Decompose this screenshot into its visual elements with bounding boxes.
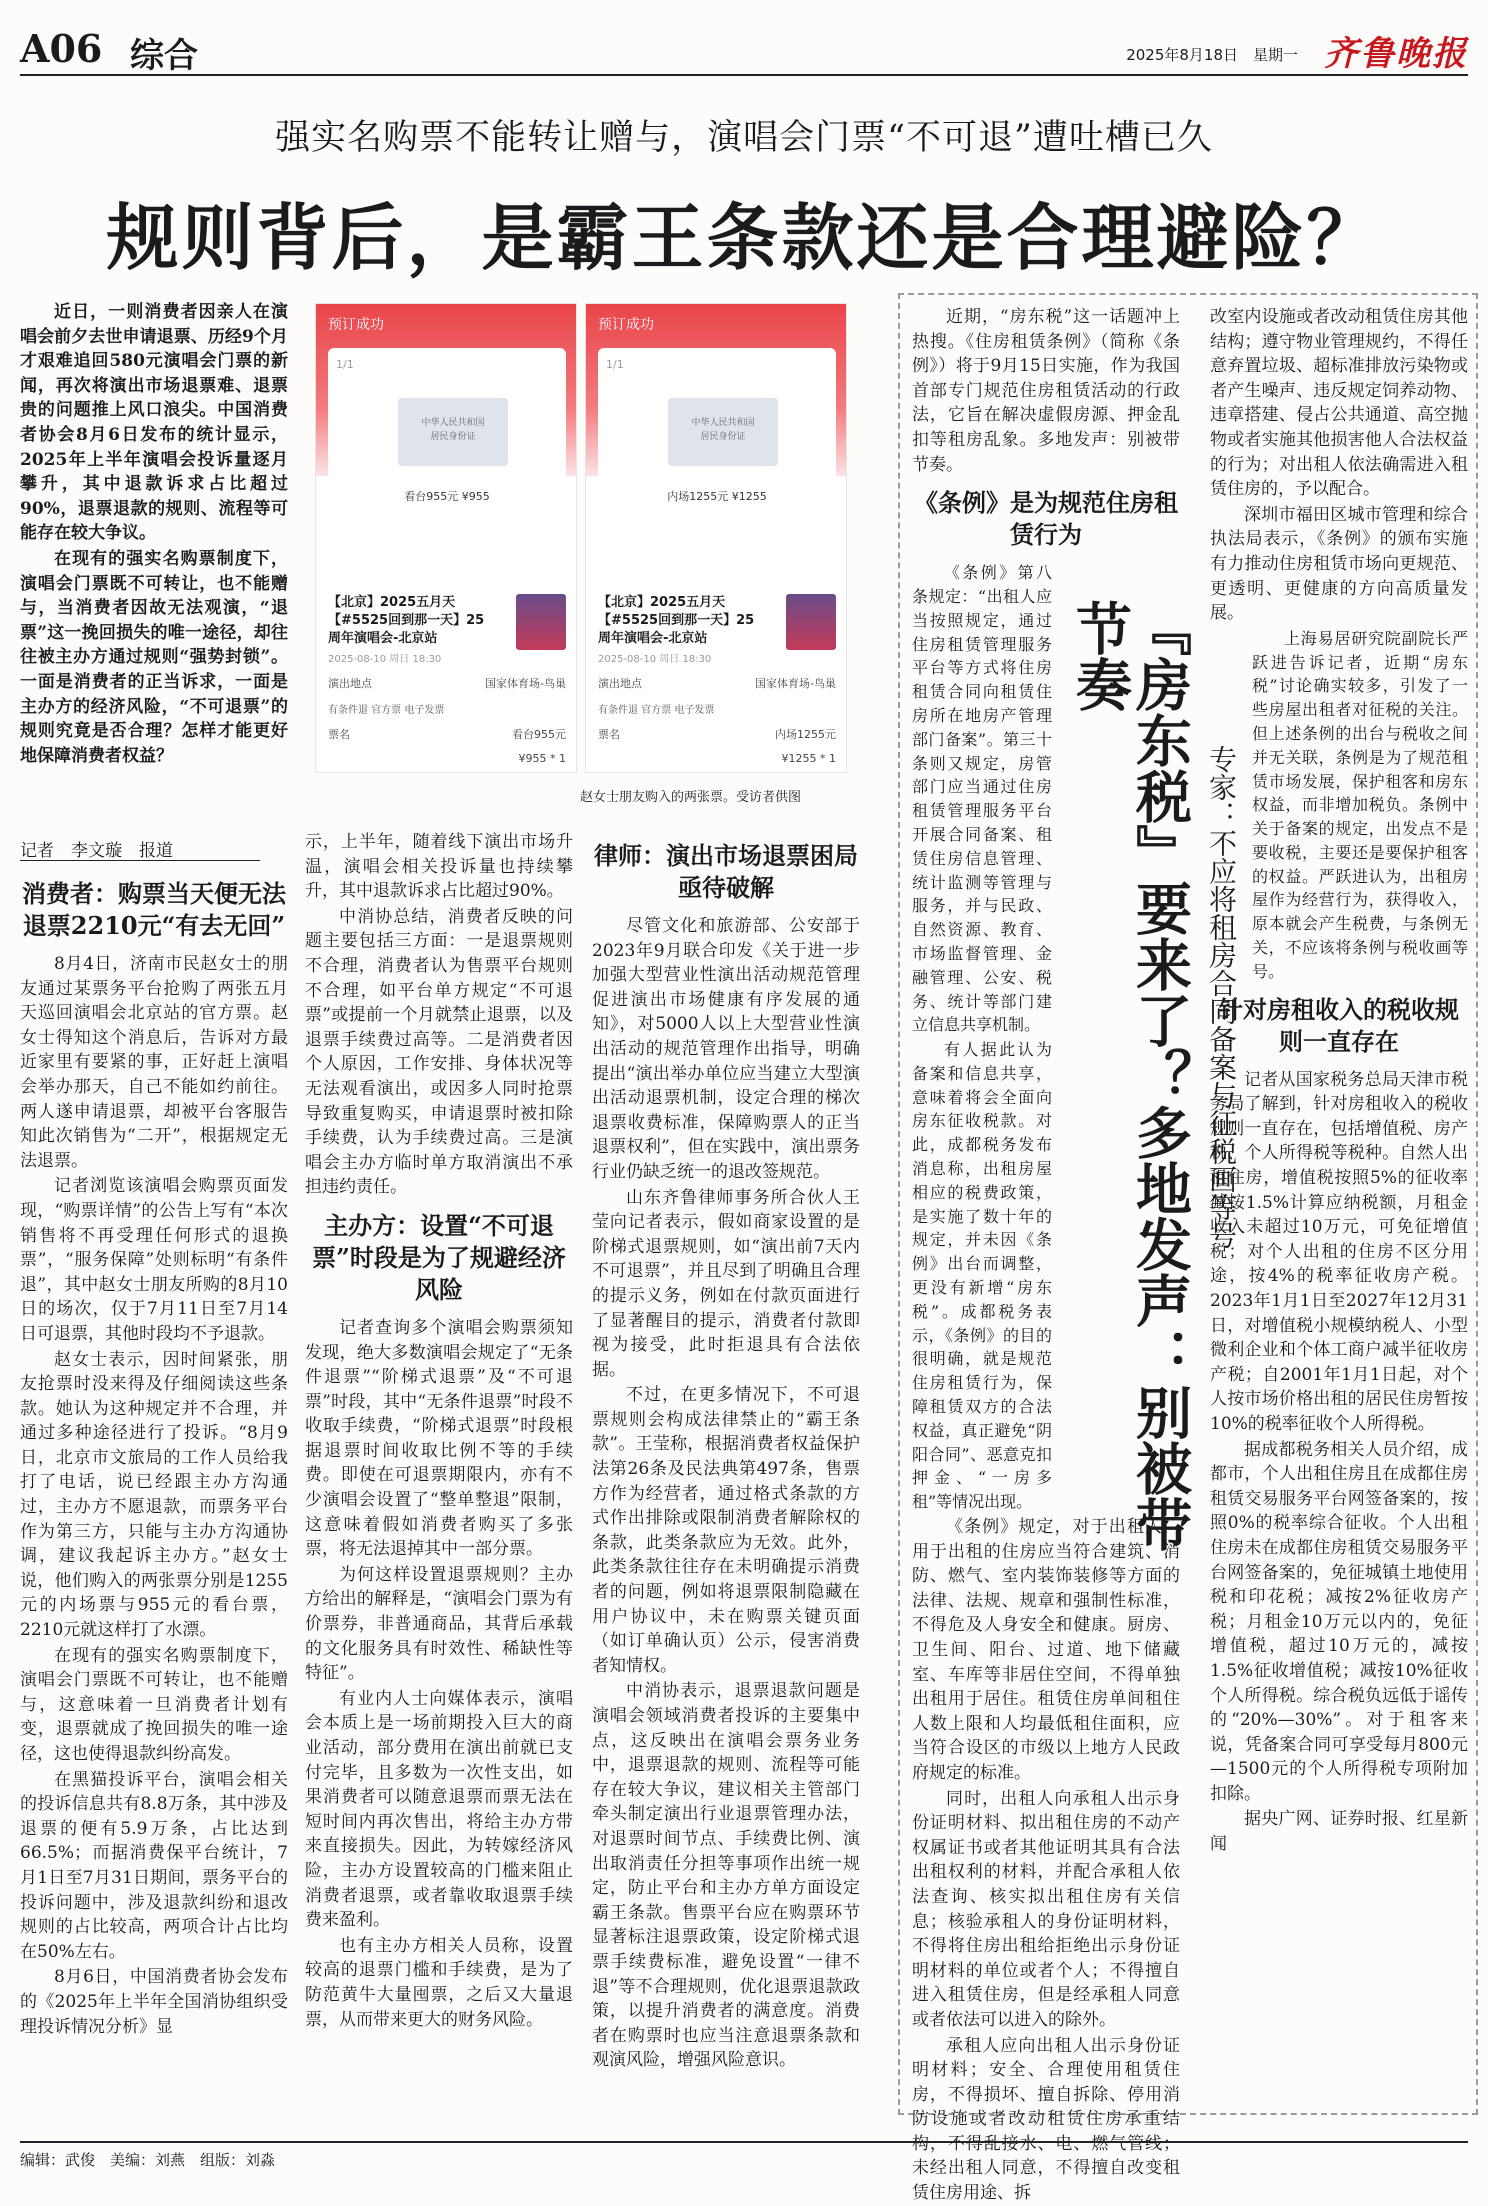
page-footer-credits: 编辑：武俊 美编：刘燕 组版：刘淼 [20, 2141, 1468, 2170]
source-note: 据央广网、证券时报、红星新闻 [1210, 1809, 1468, 1855]
venue: 国家体育场-鸟巢 [485, 677, 566, 690]
order-status: 预订成功 [328, 317, 384, 333]
id-line1: 中华人民共和国 [691, 418, 755, 428]
seat: 内场1255元 [775, 728, 836, 741]
byline-divider [20, 860, 260, 861]
lead-paragraph: 在现有的强实名购票制度下，演唱会门票既不可转让，也不能赠与，当消费者因故无法观演，“退票”这一挽回损失的唯一途径，却往往被主办方通过规则“强势封锁”。一面是消费者的正当诉求，一面是主办方的经济风险，“不可退票”的规则究竟是否合理？怎样才能更好地保障消费者权益？ [20, 548, 288, 766]
id-card-image [398, 398, 508, 466]
venue-label: 演出地点 [328, 677, 372, 690]
issue-date: 2025年8月18日 [1126, 46, 1238, 64]
paragraph: 记者从国家税务总局天津市税务局了解到，针对房租收入的税收规则一直存在，包括增值税、房产税、个人所得税等税种。自然人出租住房，增值税按照5%的征收率减按1.5%计算应纳税额，月租金收入未超过10万元，可免征增值税；对个人出租的住房不区分用途，按4%的税率征收房产税。2023年1月1日至2027年12月31日，对增值税小规模纳税人、小型微利企业和个体工商户减半征收房产税；自2001年1月1日起，对个人按市场价格出租的居民住房暂按10%的税率征收个人所得税。 [1210, 1069, 1468, 1434]
ticket-card [598, 348, 836, 513]
indented-block [1252, 627, 1468, 984]
paragraph: 据成都税务相关人员介绍，成都市，个人出租住房且在成都住房租赁交易服务平台网签备案的，按照0%的税率综合征收。个人出租住房未在成都住房租赁交易服务平台网签备案的，免征城镇土地使用税和印花税；减按2%征收房产税；月租金10万元以内的，免征增值税，超过10万元的，减按1.5%征收增值税；减按10%征收个人所得税。综合税负远低于谣传的“20%—30%”。对于租客来说，凭备案合同可享受每月800元—1500元的个人所得税专项附加扣除。 [1210, 1439, 1468, 1804]
article-subtitle: 强实名购票不能转让赠与，演唱会门票“不可退”遭吐槽已久 [275, 118, 1213, 158]
paragraph: 记者查询多个演唱会购票须知发现，绝大多数演唱会规定了“无条件退票”“阶梯式退票”及“不可退票”时段，其中“无条件退票”时段不收取手续费，“阶梯式退票”时段根据退票时间收取比例不等的手续费。即使在可退票期限内，亦有不少演唱会设置了“整单整退”限制，这意味着假如消费者购买了多张票，将无法退掉其中一部分票。 [305, 1317, 573, 1560]
event-time: 2025-08-10 周日 18:30 [598, 654, 712, 665]
venue-label: 演出地点 [598, 677, 642, 690]
event-time: 2025-08-10 周日 18:30 [328, 654, 442, 665]
paragraph: 为何这样设置退票规则？主办方给出的解释是，“演唱会门票为有价票券，非普通商品，其背后承载的文化服务具有时效性、稀缺性等特征”。 [305, 1564, 573, 1684]
event-title: 【北京】2025五月天【#5525回到那一天】25周年演唱会-北京站 [598, 595, 755, 646]
paragraph: 《条例》第八条规定：“出租人应当按照规定，通过住房租赁管理服务平台等方式将住房租赁合同向租赁住房所在地房产管理部门备案”。第三十条则又规定，房管部门应当通过住房租赁管理服务平台开展合同备案、租赁住房信息管理、统计监测等管理与服务，并与民政、自然资源、教育、市场监督管理、金融管理、公安、税务、统计等部门建立信息共享机制。 [912, 563, 1052, 1035]
paragraph: 中消协表示，退票退款问题是演唱会领域消费者投诉的主要集中点，这反映出在演唱会票务业务中，退票退款的规则、流程等可能存在较大争议，建议相关主管部门牵头制定演出行业退票管理办法，对退票时间节点、手续费比例、演出取消责任分担等事项作出统一规定，防止平台和主办方单方面设定霸王条款。售票平台应在购票环节显著标注退票政策，设定阶梯式退票手续费标准，避免设置“一律不退”等不合理规则，优化退票退款政策，以提升消费者的满意度。消费者在购票时也应当注意退票条款和观演风险，增强风险意识。 [592, 1681, 860, 2071]
phone-screenshot-2 [585, 303, 847, 773]
order-status: 预订成功 [598, 317, 654, 333]
photo-caption: 赵女士朋友购入的两张票。受访者供图 [580, 790, 802, 805]
col1-subhead: 消费者：购票当天便无法退票2210元“有去无回” [22, 879, 286, 940]
paragraph: 有业内人士向媒体表示，演唱会本质上是一场前期投入巨大的商业活动，部分费用在演出前就已支付完毕，且多数为一次性支出，如果消费者可以随意退票而票无法在短时间内再次售出，将给主办方带来直接损失。因此，为转嫁经济风险，主办方设置较高的门槛来阻止消费者退票，或者靠收取退票手续费来盈利。 [305, 1688, 573, 1931]
paragraph: 在现有的强实名购票制度下，演唱会门票既不可转让，也不能赠与，这意味着一旦消费者计划有变，退票就成了挽回损失的唯一途径，这也使得退款纠纷高发。 [20, 1645, 288, 1764]
reporter-byline: 记者 李文璇 报道 [20, 841, 173, 861]
lead-paragraph: 近日，一则消费者因亲人在演唱会前夕去世申请退票、历经9个月才艰难追回580元演唱会门票的新闻，再次将演出市场退票难、退票贵的问题推上风口浪尖。中国消费者协会8月6日发布的统计显示，2025年上半年演唱会投诉量逐月攀升，其中退款诉求占比超过90%，退票退款的规则、流程等可能存在较大争议。 [20, 302, 288, 544]
id-line1: 中华人民共和国 [421, 418, 485, 428]
poster-image [786, 594, 836, 650]
seat-label: 票名 [598, 728, 620, 741]
column-2 [305, 830, 573, 2133]
section-name: 综合 [130, 36, 198, 76]
paragraph: 《条例》规定，对于出租人，用于出租的住房应当符合建筑、消防、燃气、室内装饰装修等方面的法律、法规、规章和强制性标准，不得危及人身安全和健康。厨房、卫生间、阳台、过道、地下储藏室、车库等非居住空间，不得单独出租用于居住。租赁住房单间租住人数上限和人均最低租住面积，应当符合设区的市级以上地方人民政府规定的标准。 [912, 1517, 1180, 1783]
paragraph: 深圳市福田区城市管理和综合执法局表示，《条例》的颁布实施有力推动住房租赁市场向更规范、更透明、更健康的方向高质量发展。 [1210, 504, 1468, 624]
id-card-image [668, 398, 778, 466]
ticket-count: 1/1 [606, 358, 624, 371]
col3-subhead: 律师：演出市场退票困局亟待破解 [594, 841, 858, 902]
page-number: A06 [20, 26, 103, 71]
ticket-qty: ¥1255 * 1 [781, 752, 836, 765]
paragraph: 同时，出租人向承租人出示身份证明材料、拟出租住房的不动产权属证书或者其他证明其具有合法出租权利的材料，并配合承租人依法查询、核实拟出租住房有关信息；核验承租人的身份证明材料，不得将住房出租给拒绝出示身份证明材料的单位或者个人；不得擅自进入租赁住房，但是经承租人同意或者依法可以进入的除外。 [912, 1788, 1180, 2030]
col2-subhead: 主办方：设置“不可退票”时段是为了规避经济风险 [312, 1210, 566, 1304]
right-column-b [1210, 305, 1468, 2105]
paragraph: 上海易居研究院副院长严跃进告诉记者，近期“房东税”讨论确实较多，引发了一些房屋出租者对征税的关注。但上述条例的出台与税收之间并无关联，条例是为了规范租赁市场发展，保护租客和房东权益，而非增加税负。条例中关于备案的规定，出发点不是要收税，主要还是要保护租客的权益。严跃进认为，出租房屋作为经营行为，获得收入，原本就会产生税费，与条例无关，不应该将条例与税收画等号。 [1252, 628, 1468, 981]
lead-column [20, 300, 288, 790]
newspaper-masthead: 齐鲁晚报 [1324, 34, 1468, 74]
seat: 看台955元 [512, 728, 566, 741]
event-info [598, 594, 836, 765]
ticket-price: 看台955元 ¥955 [404, 490, 490, 503]
paragraph: 记者浏览该演唱会购票页面发现，“购票详情”的公告上写有“本次销售将不再受理任何形式的退换票”，“服务保障”处则标明“有条件退”，其中赵女士朋友所购的8月10日的场次，仅于7月11日至7月14日可退票，其他时段均不予退款。 [20, 1176, 288, 1344]
issue-weekday: 星期一 [1252, 46, 1298, 64]
paragraph: 赵女士表示，因时间紧张，朋友抢票时没来得及仔细阅读这些条款。她认为这种规定并不合理，并通过多种途径进行了投诉。“8月9日，北京市文旅局的工作人员给我打了电话，说已经跟主办方沟通过，主办方不愿退款，而票务平台作为第三方，只能与主办方沟通协调，建议我起诉主办方。”赵女士说，他们购入的两张票分别是1255元的内场票与955元的看台票，2210元就这样打了水漂。 [20, 1349, 288, 1641]
ticket-tags: 有条件退 官方票 电子发票 [328, 705, 445, 716]
ticket-qty: ¥955 * 1 [518, 752, 566, 765]
paragraph: 山东齐鲁律师事务所合伙人王莹向记者表示，假如商家设置的是阶梯式退票规则，如“演出前7天内不可退票”，并且尽到了明确且合理的提示义务，例如在付款页面进行了显著醒目的提示，消费者付款即视为接受，此时拒退具有合法依据。 [592, 1187, 860, 1380]
article-headline: 规则背后，是霸王条款还是合理避险？ [106, 195, 1382, 280]
paragraph: 中消协总结，消费者反映的问题主要包括三方面：一是退票规则不合理，消费者认为售票平台规则不合理，如平台单方规定“不可退票”或提前一个月就禁止退票，以及退票手续费过高等。二是消费者因个人原因，工作安排、身体状况等无法观看演出，或因多人同时抢票导致重复购买，申请退票时被扣除手续费，认为手续费过高。三是演唱会主办方临时单方取消演出不承担违约责任。 [305, 906, 573, 1198]
paragraph: 在黑猫投诉平台，演唱会相关的投诉信息共有8.8万条，其中涉及退票的便有5.9万条，占比达到66.5%；而据消费保平台统计，7月1日至7月31日期间，票务平台的投诉问题中，涉及退款纠纷和退改规则的占比较高，两项合计占比均在50%左右。 [20, 1769, 288, 1962]
ticket-count: 1/1 [336, 358, 354, 371]
seat-label: 票名 [328, 728, 350, 741]
venue: 国家体育场-鸟巢 [755, 677, 836, 690]
id-line2: 居民身份证 [700, 432, 746, 442]
paragraph: 也有主办方相关人员称，设置较高的退票门槛和手续费，是为了防范黄牛大量囤票，之后又大量退票，从而带来更大的财务风险。 [305, 1935, 573, 2030]
paragraph: 承租人应向出租人出示身份证明材料；安全、合理使用租赁住房，不得损坏、擅自拆除、停用消防设施或者改动租赁住房承重结构，不得乱接水、电、燃气管线；未经出租人同意，不得擅自改变租赁住房用途、拆 [912, 2035, 1180, 2204]
event-info [328, 594, 566, 765]
phone-screenshot-1 [315, 303, 577, 773]
paragraph: 示，上半年，随着线下演出市场升温，演唱会相关投诉量也持续攀升，其中退款诉求占比超过90%。 [305, 832, 573, 902]
page-header [20, 14, 1468, 76]
right-subhead-2: 针对房租收入的税收规则一直存在 [1219, 994, 1459, 1056]
paragraph: 近期，“房东税”这一话题冲上热搜。《住房租赁条例》（简称《条例》）将于9月15日实施，作为我国首部专门规范住房租赁活动的行政法，它旨在解决虚假房源、押金乱扣等租房乱象。多地发声：别被带节奏。 [912, 307, 1180, 475]
paragraph: 改室内设施或者改动租赁住房其他结构；遵守物业管理规约，不得任意弃置垃圾、超标准排放污染物或者产生噪声、违反规定饲养动物、违章搭建、侵占公共通道、高空抛物或者实施其他损害他人合法权益的行为；对出租人依法确需进入租赁住房的，予以配合。 [1210, 307, 1468, 500]
paragraph: 8月4日，济南市民赵女士的朋友通过某票务平台抢购了两张五月天巡回演唱会北京站的官方票。赵女士得知这个消息后，告诉对方最近家里有要紧的事，正好赶上演唱会举办那天，自己不能如约前往。两人遂申请退票，却被平台客服告知此次销售为“二开”，根据规定无法退票。 [20, 954, 288, 1171]
paragraph: 不过，在更多情况下，不可退票规则会构成法律禁止的“霸王条款”。王莹称，根据消费者权益保护法第26条及民法典第497条，售票方作为经营者，通过格式条款的方式作出排除或限制消费者解除权的条款，此类条款应为无效。此外，此类条款往往存在未明确提示消费者的问题，例如将退票限制隐藏在用户协议中，未在购票关键页面（如订单确认页）公示，侵害消费者知情权。 [592, 1385, 860, 1676]
ticket-tags: 有条件退 官方票 电子发票 [598, 705, 715, 716]
narrow-block [912, 561, 1052, 1514]
paragraph: 尽管文化和旅游部、公安部于2023年9月联合印发《关于进一步加强大型营业性演出活动规范管理促进演出市场健康有序发展的通知》，对5000人以上大型营业性演出活动的规范管理作出指导，明确提出“演出举办单位应当建立大型演出活动退票机制，设定合理的梯次退票收费标准，保障购票人的正当退票权利”，但在实践中，演出票务行业仍缺乏统一的退改签规范。 [592, 916, 860, 1182]
ticket-price: 内场1255元 ¥1255 [667, 490, 767, 503]
column-1 [20, 868, 288, 2133]
id-line2: 居民身份证 [430, 432, 476, 442]
sidebar-vertical-subtitle: 专家：不应将租房合同备案与征税画等号 [1205, 745, 1238, 1249]
paragraph: 有人据此认为备案和信息共享，意味着将会全面向房东征收税款。对此，成都税务发布消息称，出租房屋相应的税费政策，是实施了数十年的规定，并未因《条例》出台而调整，更没有新增“房东税”。成都税务表示，《条例》的目的很明确，就是规范住房租赁行为，保障租赁双方的合法权益，真正避免“阴阳合同”、恶意克扣押金、“一房多租”等情况出现。 [912, 1040, 1052, 1512]
paragraph: 8月6日，中国消费者协会发布的《2025年上半年全国消协组织受理投诉情况分析》显 [20, 1967, 288, 2037]
event-title: 【北京】2025五月天【#5525回到那一天】25周年演唱会-北京站 [328, 595, 485, 646]
right-subhead-1: 《条例》是为规范住房租赁行为 [914, 488, 1178, 550]
sidebar-vertical-headline: 『房东税』要来了？多地发声：别被带节奏 [1067, 600, 1193, 1552]
ticket-card [328, 348, 566, 513]
poster-image [516, 594, 566, 650]
column-3 [592, 830, 860, 2133]
